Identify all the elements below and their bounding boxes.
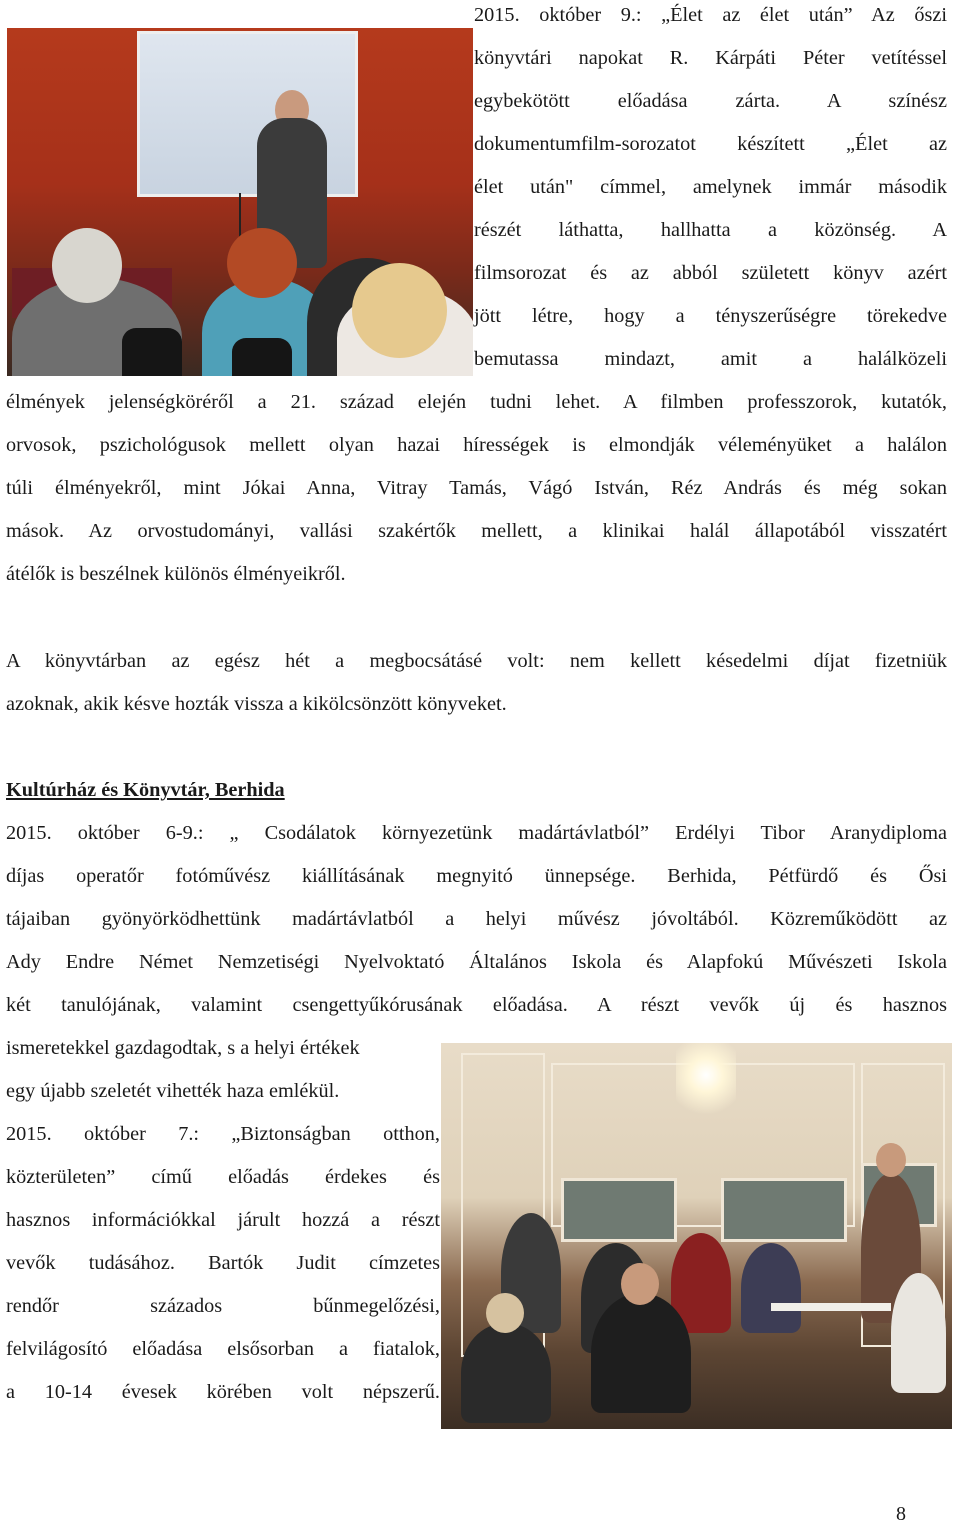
exhibition-event-photo <box>441 1043 952 1429</box>
page-number: 8 <box>896 1503 906 1525</box>
text-line: 2015. október 9.: „Élet az élet után” Az őszi <box>474 4 947 26</box>
text-line: 2015. október 6-9.: „ Csodálatok környezetünk madártávlatból” Erdélyi Tibor Aranydiploma <box>6 822 947 844</box>
text-line: a 10-14 évesek körében volt népszerű. <box>6 1381 440 1403</box>
section-heading: Kultúrház és Könyvtár, Berhida <box>6 779 285 801</box>
text-line: Ady Endre Német Nemzetiségi Nyelvoktató Általános Iskola és Alapfokú Művészeti Iskola <box>6 951 947 973</box>
text-line: dokumentumfilm-sorozatot készített „Élet az <box>474 133 947 155</box>
text-line: jött létre, hogy a tényszerűségre törekedve <box>474 305 947 327</box>
text-line: tájaiban gyönyörködhettünk madártávlatból a helyi művész jóvoltából. Közreműködött az <box>6 908 947 930</box>
text-line: felvilágosító előadása elsősorban a fiatalok, <box>6 1338 440 1360</box>
text-line: díjas operatőr fotóművész kiállításának megnyitó ünnepsége. Berhida, Pétfürdő és Ősi <box>6 865 947 887</box>
text-line: egy újabb szeletét vihették haza emlékül. <box>6 1080 340 1102</box>
text-line: egybekötött előadása zárta. A színész <box>474 90 947 112</box>
text-line: túli élményekről, mint Jókai Anna, Vitray Tamás, Vágó István, Réz András és még sokan <box>6 477 947 499</box>
chandelier <box>676 1043 736 1123</box>
text-line: A könyvtárban az egész hét a megbocsátásé volt: nem kellett késedelmi díjat fizetniük <box>6 650 947 672</box>
text-line: vevők tudásához. Bartók Judit címzetes <box>6 1252 440 1274</box>
text-line: két tanulójának, valamint csengettyűkórusának előadása. A részt vevők új és hasznos <box>6 994 947 1016</box>
text-line: orvosok, pszichológusok mellett olyan hazai hírességek is elmondják véleményüket a halálon <box>6 434 947 456</box>
text-line: azoknak, akik késve hozták vissza a kikölcsönzött könyveket. <box>6 693 507 715</box>
text-line: 2015. október 7.: „Biztonságban otthon, <box>6 1123 440 1145</box>
text-line: bemutassa mindazt, amit a halálközeli <box>474 348 947 370</box>
text-line: rendőr százados bűnmegelőzési, <box>6 1295 440 1317</box>
text-line: ismeretekkel gazdagodtak, s a helyi értékek <box>6 1037 360 1059</box>
text-line: filmsorozat és az abból született könyv azért <box>474 262 947 284</box>
text-line: részét láthatta, hallhatta a közönség. A <box>474 219 947 241</box>
lecture-photo <box>7 28 473 376</box>
text-line: átélők is beszélnek különös élményeikről. <box>6 563 346 585</box>
text-line: élmények jelenségköréről a 21. század elején tudni lehet. A filmben professzorok, kutatók, <box>6 391 947 413</box>
text-line: mások. Az orvostudományi, vallási szakértők mellett, a klinikai halál állapotából visszatért <box>6 520 947 542</box>
text-line: könyvtári napokat R. Kárpáti Péter vetítéssel <box>474 47 947 69</box>
text-line: közterületen” című előadás érdekes és <box>6 1166 440 1188</box>
text-line: élet után" címmel, amelynek immár második <box>474 176 947 198</box>
text-line: hasznos információkkal járult hozzá a részt <box>6 1209 440 1231</box>
